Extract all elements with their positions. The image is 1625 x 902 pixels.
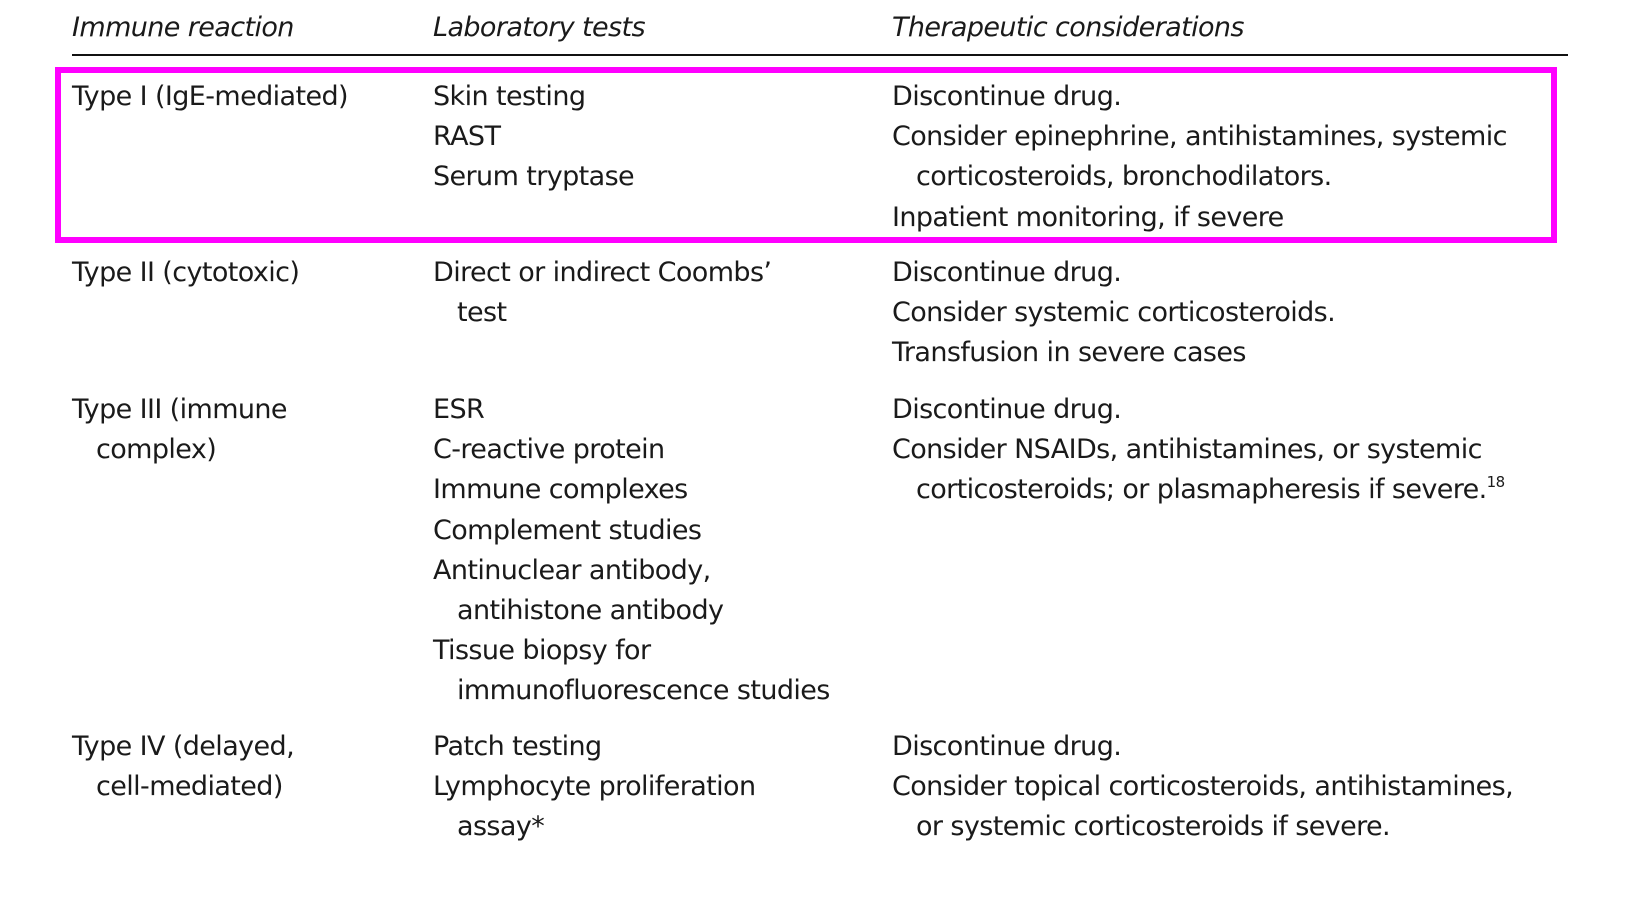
cell-text: Discontinue drug. bbox=[892, 731, 1122, 762]
cell-text: Complement studies bbox=[433, 514, 702, 546]
cell-text: Antinuclear antibody, bbox=[433, 554, 711, 586]
cell-text: Consider systemic corticosteroids. bbox=[892, 297, 1336, 329]
cell-text: assay* bbox=[457, 811, 545, 843]
cell-text: Consider NSAIDs, antihistamines, or systemic bbox=[892, 434, 1482, 466]
cell-text: Discontinue drug. bbox=[892, 81, 1122, 112]
cell-reaction bbox=[72, 253, 299, 293]
cell-text: Discontinue drug. bbox=[892, 394, 1122, 425]
cell-line-continuation bbox=[72, 767, 294, 807]
cell-text: Lymphocyte proliferation bbox=[433, 771, 756, 803]
cell-line-continuation bbox=[892, 157, 1507, 197]
cell-line-continuation bbox=[892, 470, 1505, 510]
cell-therapy bbox=[892, 253, 1335, 374]
cell-text: Skin testing bbox=[433, 81, 586, 112]
cell-tests bbox=[433, 390, 830, 712]
cell-line bbox=[72, 390, 287, 430]
cell-text: Serum tryptase bbox=[433, 161, 635, 193]
cell-reaction bbox=[72, 727, 294, 807]
cell-text: C-reactive protein bbox=[433, 434, 665, 466]
cell-text: or systemic corticosteroids if severe. bbox=[916, 811, 1390, 843]
cell-text: Type I (IgE-mediated) bbox=[72, 81, 348, 112]
header-laboratory-tests: Laboratory tests bbox=[433, 12, 645, 43]
cell-text: corticosteroids; or plasmapheresis if severe. bbox=[916, 474, 1487, 506]
cell-tests bbox=[433, 253, 771, 333]
cell-text: Direct or indirect Coombs’ bbox=[433, 257, 772, 288]
cell-line-continuation bbox=[433, 293, 771, 333]
cell-line bbox=[433, 727, 755, 767]
cell-text: Type III (immune bbox=[72, 394, 287, 425]
cell-line bbox=[433, 767, 755, 807]
cell-line bbox=[892, 430, 1505, 470]
header-rule bbox=[72, 54, 1568, 56]
cell-line bbox=[433, 430, 830, 470]
cell-text: antihistone antibody bbox=[457, 595, 724, 627]
cell-line bbox=[433, 157, 634, 197]
cell-line-continuation bbox=[433, 671, 830, 711]
cell-line bbox=[433, 117, 634, 157]
cell-line bbox=[72, 77, 348, 117]
cell-text: Transfusion in severe cases bbox=[892, 337, 1246, 369]
cell-text: Patch testing bbox=[433, 731, 602, 762]
cell-line-continuation bbox=[433, 591, 830, 631]
cell-line-continuation bbox=[892, 807, 1513, 847]
cell-text: Type IV (delayed, bbox=[72, 731, 295, 762]
cell-line bbox=[892, 293, 1335, 333]
cell-tests bbox=[433, 727, 755, 848]
cell-text: Immune complexes bbox=[433, 474, 688, 506]
cell-reaction bbox=[72, 77, 348, 117]
cell-line bbox=[892, 727, 1513, 767]
cell-text: Type II (cytotoxic) bbox=[72, 257, 300, 288]
cell-line bbox=[433, 631, 830, 671]
cell-line bbox=[72, 727, 294, 767]
cell-line bbox=[892, 253, 1335, 293]
cell-therapy bbox=[892, 727, 1513, 848]
cell-text: RAST bbox=[433, 121, 501, 153]
cell-text: corticosteroids, bronchodilators. bbox=[916, 161, 1332, 193]
cell-text: immunofluorescence studies bbox=[457, 675, 830, 707]
cell-tests bbox=[433, 77, 634, 198]
cell-text: Consider epinephrine, antihistamines, systemic bbox=[892, 121, 1507, 153]
cell-line bbox=[892, 198, 1507, 238]
cell-therapy bbox=[892, 390, 1505, 511]
cell-line bbox=[892, 767, 1513, 807]
header-therapeutic-considerations: Therapeutic considerations bbox=[892, 12, 1244, 43]
cell-text: Consider topical corticosteroids, antihistamines, bbox=[892, 771, 1514, 803]
cell-reaction bbox=[72, 390, 287, 470]
cell-line bbox=[433, 390, 830, 430]
cell-text: test bbox=[457, 297, 507, 329]
cell-line bbox=[892, 117, 1507, 157]
cell-text: ESR bbox=[433, 394, 485, 425]
cell-text: Inpatient monitoring, if severe bbox=[892, 201, 1284, 233]
cell-line bbox=[892, 333, 1335, 373]
cell-line bbox=[892, 77, 1507, 117]
cell-therapy bbox=[892, 77, 1507, 238]
cell-text: cell-mediated) bbox=[96, 771, 283, 803]
cell-line bbox=[433, 511, 830, 551]
header-immune-reaction: Immune reaction bbox=[72, 12, 294, 43]
cell-line-continuation bbox=[433, 807, 755, 847]
cell-line bbox=[433, 77, 634, 117]
cell-line bbox=[433, 253, 771, 293]
cell-line bbox=[72, 253, 299, 293]
cell-line-continuation bbox=[72, 430, 287, 470]
cell-line bbox=[433, 470, 830, 510]
cell-text: Discontinue drug. bbox=[892, 257, 1122, 288]
footnote-ref: 18 bbox=[1486, 473, 1505, 492]
cell-line bbox=[892, 390, 1505, 430]
cell-text: Tissue biopsy for bbox=[433, 635, 651, 667]
cell-text: complex) bbox=[96, 434, 217, 466]
cell-line bbox=[433, 551, 830, 591]
